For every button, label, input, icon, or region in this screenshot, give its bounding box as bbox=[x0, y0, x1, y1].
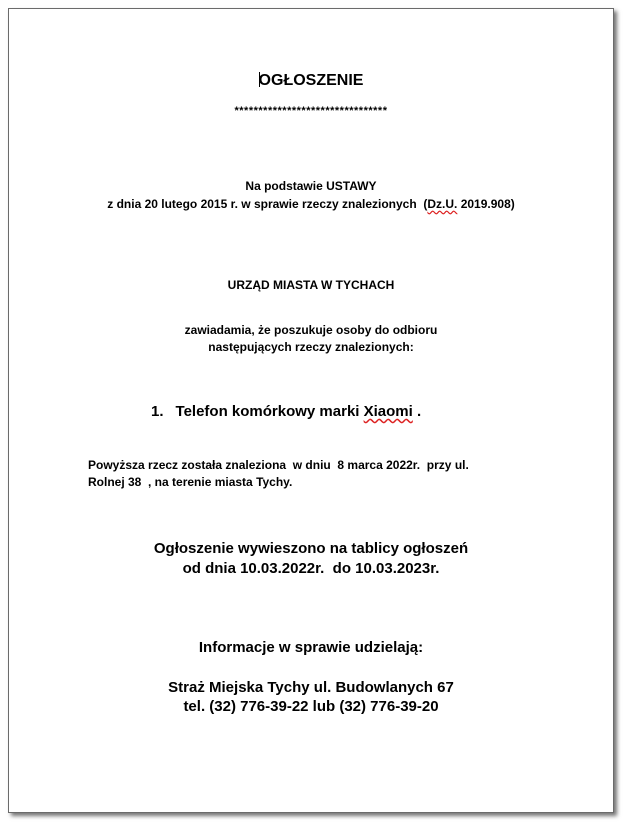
item-end: . bbox=[412, 403, 422, 420]
contact-line-2: tel. (32) 776-39-22 lub (32) 776-39-20 bbox=[183, 698, 439, 715]
authority: URZĄD MIASTA W TYCHACH bbox=[227, 278, 395, 292]
spellcheck-word: Dz.U. bbox=[427, 197, 458, 211]
title-first-letter: O bbox=[258, 72, 271, 89]
found-line-1: Powyższa rzecz została znaleziona w dniu 8 marca 2022r. przy ul. bbox=[88, 458, 469, 472]
contact-line-1: Straż Miejska Tychy ul. Budowlanych 67 bbox=[168, 679, 454, 696]
item-brand: Xiaomi bbox=[363, 403, 413, 420]
found-item bbox=[151, 403, 421, 420]
found-line-2: Rolnej 38 , na terenie miasta Tychy. bbox=[88, 475, 293, 489]
item-number: 1. bbox=[151, 403, 164, 420]
notice-line-1: zawiadamia, że poszukuje osoby do odbioru bbox=[184, 323, 438, 337]
basis-line-2-text: z dnia 20 lutego 2015 r. w sprawie rzeczy znalezionych ( bbox=[107, 197, 428, 211]
title-rest: GŁOSZENIE bbox=[271, 72, 364, 89]
posted-line-1: Ogłoszenie wywieszono na tablicy ogłoszeń bbox=[153, 540, 469, 557]
posted-line-2: od dnia 10.03.2022r. do 10.03.2023r. bbox=[182, 560, 440, 577]
info-heading: Informacje w sprawie udzielają: bbox=[198, 639, 424, 656]
basis-line-2 bbox=[9, 197, 613, 211]
document-page bbox=[8, 8, 614, 813]
separator-stars: ******************************** bbox=[234, 105, 388, 117]
notice-line-2: następujących rzeczy znalezionych: bbox=[208, 340, 414, 354]
title bbox=[9, 72, 613, 90]
basis-line-1: Na podstawie USTAWY bbox=[245, 179, 377, 193]
basis-line-2-end: 2019.908) bbox=[457, 197, 515, 211]
item-text: Telefon komórkowy marki bbox=[175, 403, 364, 420]
